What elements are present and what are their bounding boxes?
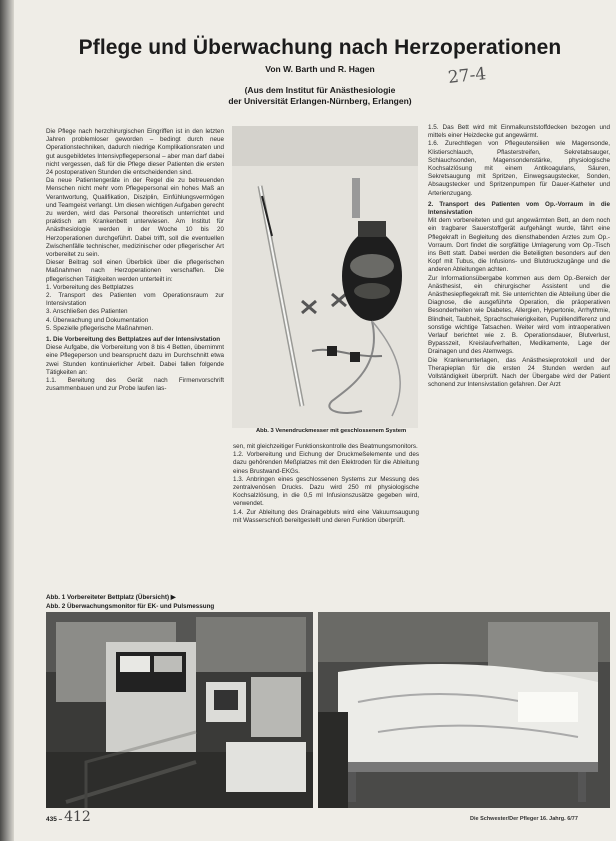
list-item: 4. Überwachung und Dokumentation [46, 316, 149, 324]
col2-text-1: sen, mit gleichzeitiger Funktionskontrolle des Beatmungsmonitors. [233, 443, 418, 450]
page-number-handwritten: 412 [64, 809, 91, 825]
figure-captions [46, 593, 346, 611]
institute-line-2: der Universität Erlangen-Nürnberg, Erlangen) [228, 96, 412, 106]
list-item: 2. Transport des Patienten vom Operationsraum zur Intensivstation [46, 292, 224, 308]
item-1-5: 1.5. Das Bett wird mit Einmalkunststoffdecken bezogen und mittels einer Heizdecke gut angewärmt. [428, 124, 610, 140]
section-2-text: Mit dem vorbereiteten und gut angewärmten Bett, an dem noch ein tragbarer Sauerstoffgerät aufgehängt wurde, fährt eine Pflegekraft in Begleitung des diensthabenden Arztes zum Op.-Vorraum. Dort findet die sorgfältige Umlagerung vom Op.-Tisch ins Bett statt. Dabei werden die Beteiligten besonders auf den Kopf mit Tubus, die Infusions- und Blutdruckzugänge und die anderen Ableitungen achten. [428, 217, 610, 274]
photo-1-caption: Abb. 3 Venendruckmesser mit geschlossenem System [256, 428, 407, 434]
institute-line-1: (Aus dem Institut für Anästhesiologie [244, 85, 396, 95]
list-item: 1. Vorbereitung des Bettplatzes [46, 283, 134, 291]
text-column-2 [233, 443, 419, 525]
item-1-2: 1.2. Vorbereitung und Eichung der Druckmeßelemente und des dazu gehörenden Meßplatzes mit den Elektroden für die Ableitung eines Brustwand-EKGs. [233, 451, 419, 475]
photo-venous-pressure-drawing [232, 126, 418, 428]
item-1-3: 1.3. Anbringen eines geschlossenen Systems zur Messung des zentralvenösen Drucks. Dazu wird 250 ml physiologische Kochsalzlösung, in die 0,5 ml Infusionszusätze gegeben wird, verwendet. [233, 475, 419, 508]
binding-shadow [0, 0, 14, 841]
section-1-text: Diese Aufgabe, die Vorbereitung von 8 bis 4 Betten, übernimmt eine Pflegeperson und beansprucht dazu im Durchschnitt etwa zwei Stunden kontinuierlicher Arbeit. Dabei fallen folgende Tätigkeiten an: [46, 344, 224, 376]
page-number [46, 809, 91, 825]
item-1-4: 1.4. Zur Ableitung des Drainagebluts wird eine Vakuumsaugung mit Wasserschloß bereitgestellt und deren Funktion überprüft. [233, 508, 419, 524]
page-number-printed: 435 – [46, 816, 63, 823]
figure-1-caption: Abb. 1 Vorbereiteter Bettplatz (Übersicht) ▶ [46, 594, 176, 601]
photo-bed-drawing [318, 612, 610, 808]
text-column-3 [428, 124, 610, 390]
item-1-1: 1.1. Bereitung des Gerät nach Firmenvorschrift zusammenbauen und zur Probe laufen las- [46, 377, 224, 393]
photo-venous-pressure-system [232, 126, 418, 428]
article-title: Pflege und Überwachung nach Herzoperationen [78, 36, 562, 59]
intro-paragraph-3: Dieser Beitrag soll einen Überblick über die pflegerischen Maßnahmen nach Herzoperationen verschaffen. Die pflegerischen Tätigkeiten werden unterteilt in: [46, 259, 224, 283]
photo-prepared-bed [318, 612, 610, 808]
handwritten-note: 27-4 [447, 64, 488, 88]
section-1-heading: 1. Die Vorbereitung des Bettplatzes auf der Intensivstation [46, 336, 221, 344]
intro-paragraph-1: Die Pflege nach herzchirurgischen Eingriffen ist in den letzten Jahren problemloser geworden – bedingt durch neue Operationstechniken, dadurch niedrige Komplikationsraten und gut ausgebildetes Intensivpflegepersonal – aber man darf dabei nicht vergessen, daß für die Pflege dieser Patienten die ersten 24 postoperativen Stunden die entscheidenden sind. [46, 128, 224, 177]
figure-2-caption: Abb. 2 Überwachungsmonitor für EK- und Pulsmessung [46, 603, 215, 610]
photo-monitor-drawing [46, 612, 313, 808]
section-2-text-2: Zur Informationsübergabe kommen aus dem Op.-Bereich der Anästhesist, ein chirurgischer Assistent und die Anästhesiepflegekraft mit. Sie unterrichten die Abteilung über die Diagnose, die ausgeführte Operation, die präoperativen Besonderheiten wie Diabetes, Allergien, Hypertonie, Arrhythmie, Blindheit, Taubheit, Sprachschwierigkeiten, Pupillendifferenz und sonstige wichtige Tatsachen. Weiter wird vom intraoperativen Verlauf berichtet wie z. B. Operationsdauer, Blutverlust, Bypasszeit, Kreislaufverhalten, Medikamente, Lage der Drainagen und des Atemwegs. [428, 274, 610, 356]
intro-paragraph-2: Da neue Patientengeräte in der Regel die zu betreuenden Menschen nicht mehr vom Pflegepersonal ein hohes Maß an Verantwortung, Qualifikation, Disziplin, Einfühlungsvermögen und Teamgeist verlangt. Um diesen wichtigen Aufgaben gerecht zu werden, wird das Personal theoretisch unterrichtet und praktisch am Krankenbett unterwiesen. Am Institut für Anästhesiologie werden in der Woche 10 bis 20 Herzoperationen durchgeführt. Dabei trifft, soll die eventuellen Zwischenfälle technischer, medizinischer oder pflegerischer Art vorbereitet zu sein. [46, 177, 224, 259]
item-1-6: 1.6. Zurechtlegen von Pflegeutensilien wie Magensonde, Klistierschlauch, Pflasterstreifen, Sekretabsauger, Schlauchsonden, Magensondenstärke, physiologische Kochsalzlösung mit einem Antikoagulans, Säuren, Sekretsaugung mit Spritzen, Einwegsaugstecker, Sonden, Absaugstecker und Spritzenpumpen für Dauer-Katheter und Arterienzugang. [428, 140, 610, 197]
institute [120, 85, 520, 107]
text-column-1 [46, 128, 224, 394]
list-item: 5. Spezielle pflegerische Maßnahmen. [46, 324, 154, 332]
photo-monitor-room [46, 612, 313, 808]
section-2-text-3: Die Krankenunterlagen, das Anästhesieprotokoll und der Therapieplan für die ersten 24 Stunden werden auf Vollständigkeit überprüft. Nach der Übergabe wird der Patient schonend zur Intensivstation gefahren. Der Arzt [428, 356, 610, 389]
journal-footer: Die Schwester/Der Pfleger 16. Jahrg. 6/77 [470, 816, 578, 822]
section-2-heading: 2. Transport des Patienten vom Op.-Vorraum in die Intensivstation [428, 200, 610, 217]
task-list [46, 284, 224, 333]
byline: Von W. Barth und R. Hagen [265, 64, 375, 74]
list-item: 3. Anschließen des Patienten [46, 308, 128, 316]
